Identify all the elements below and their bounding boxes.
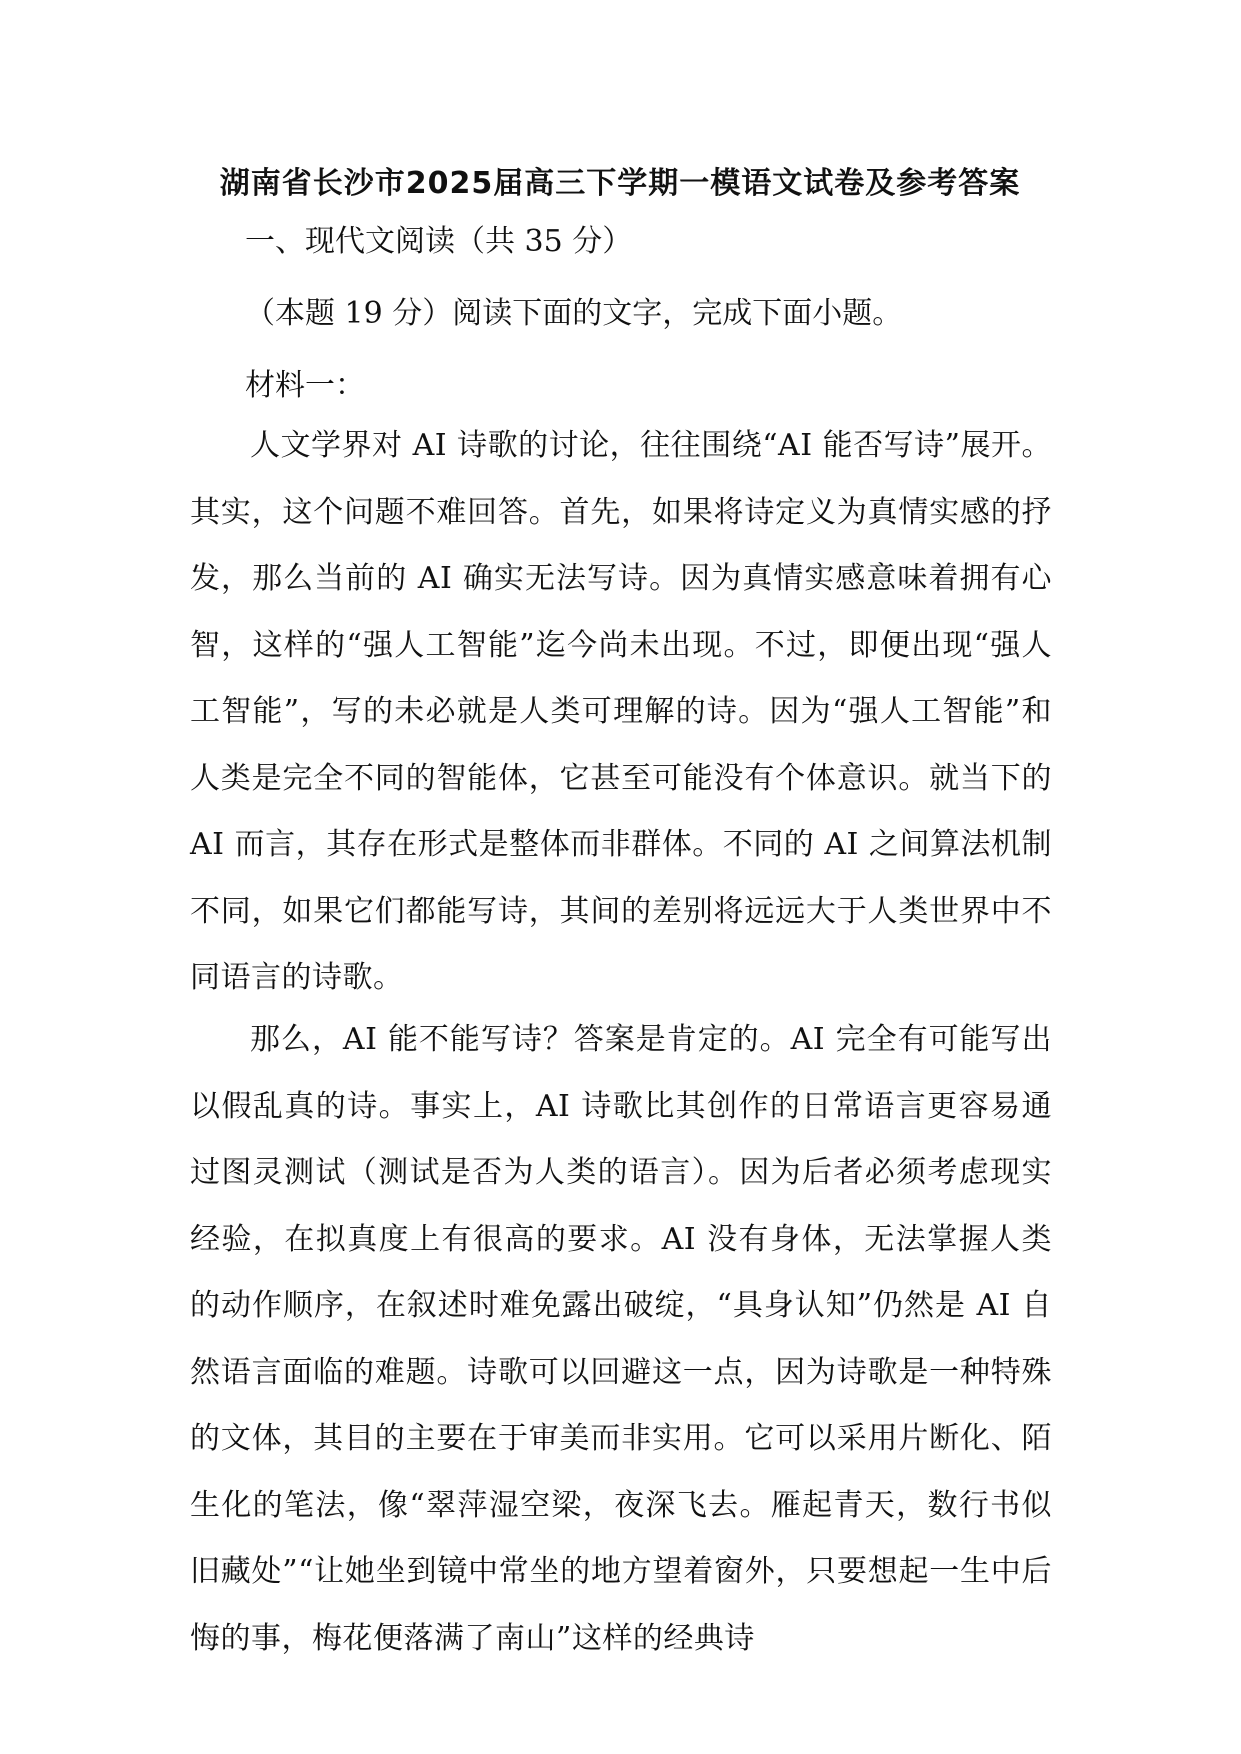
question-intro: （本题 19 分）阅读下面的文字，完成下面小题。 [245,296,903,331]
paragraph-1: 人文学界对 AI 诗歌的讨论，往往围绕“AI 能否写诗”展开。其实，这个问题不难回答。首先，如果将诗定义为真情实感的抒发，那么当前的 AI 确实无法写诗。因为真情实感意味着拥有心智，这样的“强人工智能”迄今尚未出现。不过，即便出现“强人工智能”，写的未必就是人类可理解的诗。因为“强人工智能”和人类是完全不同的智能体，它甚至可能没有个体意识。就当下的 AI 而言，其存在形式是整体而非群体。不同的 AI 之间算法机制不同，如果它们都能写诗，其间的差别将远远大于人类世界中不同语言的诗歌。 [190,428,1052,995]
material-label: 材料一： [245,368,365,403]
document-title: 湖南省长沙市2025届高三下学期一模语文试卷及参考答案 [219,166,1021,201]
paragraph-2: 那么，AI 能不能写诗？答案是肯定的。AI 完全有可能写出以假乱真的诗。事实上，AI 诗歌比其创作的日常语言更容易通过图灵测试（测试是否为人类的语言）。因为后者必须考虑现实经验，在拟真度上有很高的要求。AI 没有身体，无法掌握人类的动作顺序，在叙述时难免露出破绽，“具身认知”仍然是 AI 自然语言面临的难题。诗歌可以回避这一点，因为诗歌是一种特殊的文体，其目的主要在于审美而非实用。它可以采用片断化、陌生化的笔法，像“翠萍湿空梁，夜深飞去。雁起青天，数行书似旧藏处”“让她坐到镜中常坐的地方望着窗外，只要想起一生中后悔的事，梅花便落满了南山”这样的经典诗 [190,1022,1052,1656]
section-heading: 一、现代文阅读（共 35 分） [245,224,633,259]
